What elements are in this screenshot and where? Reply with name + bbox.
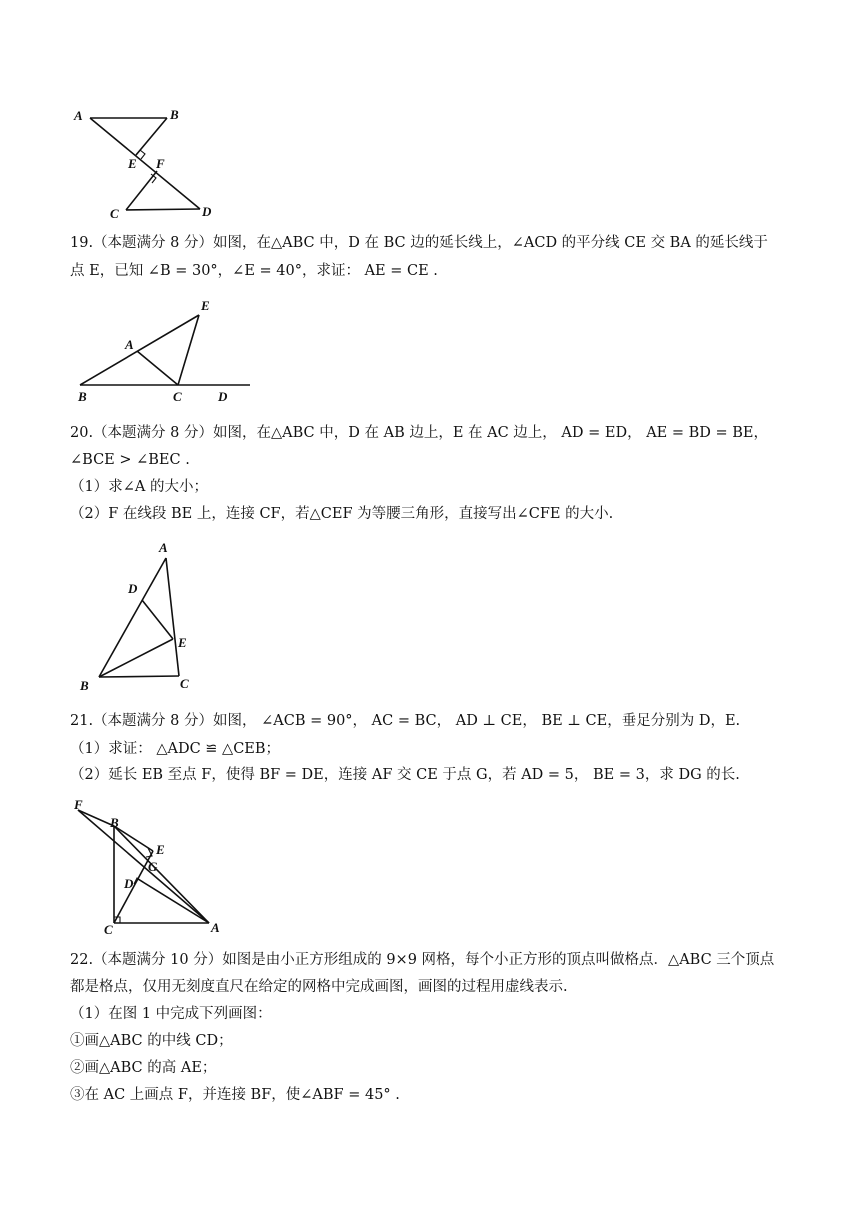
figure-q19-svg: [70, 295, 260, 405]
fig21-label-F: F: [74, 797, 83, 812]
q20-part2: （2）F 在线段 BE 上，连接 CF，若△CEF 为等腰三角形，直接写出∠CFE 的大小.: [70, 506, 614, 522]
q22-line2: 都是格点，仅用无刻度直尺在给定的网格中完成画图，画图的过程用虚线表示.: [70, 979, 568, 995]
q22-item3: ③在 AC 上画点 F，并连接 BF，使∠ABF = 45° .: [70, 1087, 400, 1103]
figure-q18-svg: [60, 100, 230, 225]
fig18-label-B: B: [170, 107, 179, 122]
q22-item2: ②画△ABC 的高 AE；: [70, 1060, 217, 1076]
fig21-label-C: C: [104, 922, 113, 937]
fig19-label-A: A: [125, 337, 134, 352]
q20-line1: 20.（本题满分 8 分）如图，在△ABC 中，D 在 AB 边上，E 在 AC 边上， AD = ED， AE = BD = BE，: [70, 425, 769, 441]
figure-q21-svg: [68, 798, 228, 938]
q20-part1: （1）求∠A 的大小；: [70, 479, 208, 495]
fig21-label-A: A: [211, 920, 220, 935]
fig20-label-D: D: [128, 581, 138, 596]
q22-part1: （1）在图 1 中完成下列画图：: [70, 1006, 272, 1022]
q19-line1: 19.（本题满分 8 分）如图，在△ABC 中，D 在 BC 边的延长线上，∠ACD 的平分线 CE 交 BA 的延长线于: [70, 235, 768, 251]
q21-part2: （2）延长 EB 至点 F，使得 BF = DE，连接 AF 交 CE 于点 G，若 AD = 5， BE = 3，求 DG 的长.: [70, 767, 740, 783]
figure-q20: [70, 538, 210, 698]
figure-q21: [68, 798, 228, 938]
figure-q18: [60, 100, 230, 225]
fig18-label-E: E: [128, 156, 137, 171]
fig20-label-A: A: [159, 540, 168, 555]
fig19-label-B: B: [78, 389, 87, 404]
fig18-label-C: C: [110, 206, 119, 221]
fig21-label-G: G: [148, 859, 158, 874]
figure-q20-svg: [70, 538, 210, 698]
q21-part1: （1）求证： △ADC ≌ △CEB；: [70, 741, 281, 757]
q19-line2: 点 E，已知 ∠B = 30°，∠E = 40°，求证： AE = CE .: [70, 263, 438, 279]
fig18-label-A: A: [74, 108, 83, 123]
figure-q19: [70, 295, 260, 405]
q22-line1: 22.（本题满分 10 分）如图是由小正方形组成的 9×9 网格，每个小正方形的顶点叫做格点．△ABC 三个顶点: [70, 952, 775, 968]
fig20-label-E: E: [178, 635, 187, 650]
q21-line1: 21.（本题满分 8 分）如图， ∠ACB = 90°， AC = BC， AD ⊥ CE， BE ⊥ CE，垂足分别为 D，E.: [70, 713, 741, 729]
fig18-label-D: D: [202, 204, 212, 219]
fig20-label-B: B: [80, 678, 89, 693]
fig21-label-E: E: [156, 842, 165, 857]
fig19-label-C: C: [173, 389, 182, 404]
q22-item1: ①画△ABC 的中线 CD；: [70, 1033, 233, 1049]
fig21-label-B: B: [110, 815, 119, 830]
fig20-label-C: C: [180, 676, 189, 691]
fig21-label-D: D: [124, 876, 134, 891]
fig19-label-D: D: [218, 389, 228, 404]
q20-line2: ∠BCE > ∠BEC .: [70, 452, 190, 468]
fig18-label-F: F: [156, 156, 165, 171]
fig19-label-E: E: [201, 298, 210, 313]
